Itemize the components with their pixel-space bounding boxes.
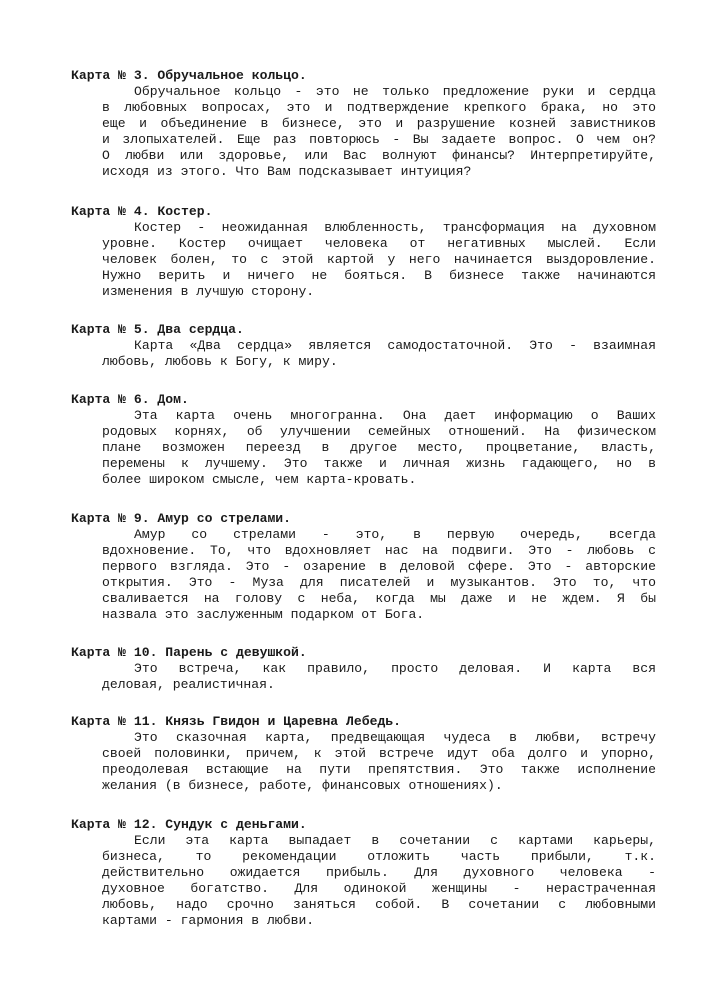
paragraph-line: О любви или здоровье, или Вас волнуют финансы? Интерпретируйте, bbox=[102, 148, 656, 163]
section-heading: Карта № 5. Два сердца. bbox=[71, 322, 244, 337]
paragraph-line: Нужно верить и ничего не бояться. В бизнесе также начинаются bbox=[102, 268, 656, 283]
paragraph-line: картами - гармония в любви. bbox=[102, 913, 315, 928]
paragraph-line: преодолевая встающие на пути препятствия. Это также исполнение bbox=[102, 762, 656, 777]
paragraph-line: Это встреча, как правило, просто деловая. И карта вся bbox=[134, 661, 656, 676]
paragraph-line: уровне. Костер очищает человека от негативных мыслей. Если bbox=[102, 236, 656, 251]
paragraph-line: своей половинки, причем, к этой встрече идут оба долго и упорно, bbox=[102, 746, 656, 761]
paragraph-line: деловая, реалистичная. bbox=[102, 677, 275, 692]
paragraph-line: Костер - неожиданная влюбленность, трансформация на духовном bbox=[134, 220, 656, 235]
paragraph-line: сваливается на голову с неба, когда мы даже и не ждем. Я бы bbox=[102, 591, 656, 606]
paragraph-line: более широком смысле, чем карта-кровать. bbox=[102, 472, 417, 487]
section-heading: Карта № 10. Парень с девушкой. bbox=[71, 645, 307, 660]
paragraph-line: человек болен, то с этой картой у него начинается выздоровление. bbox=[102, 252, 656, 267]
paragraph-line: вдохновение. То, что вдохновляет нас на подвиги. Это - любовь с bbox=[102, 543, 656, 558]
paragraph-line: Эта карта очень многогранна. Она дает информацию о Ваших bbox=[134, 408, 656, 423]
paragraph-line: Амур со стрелами - это, в первую очередь, всегда bbox=[134, 527, 656, 542]
paragraph-line: еще и объединение в бизнесе, это и разрушение козней завистников bbox=[102, 116, 656, 131]
paragraph-line: перемены к лучшему. Это также и личная жизнь гадающего, но в bbox=[102, 456, 656, 471]
section-heading: Карта № 6. Дом. bbox=[71, 392, 189, 407]
paragraph-line: действительно ожидается прибыль. Для духовного человека - bbox=[102, 865, 656, 880]
section-heading: Карта № 3. Обручальное кольцо. bbox=[71, 68, 307, 83]
paragraph-line: бизнеса, то рекомендации отложить часть прибыли, т.к. bbox=[102, 849, 656, 864]
section-heading: Карта № 9. Амур со стрелами. bbox=[71, 511, 292, 526]
paragraph-line: родовых корнях, об улучшении семейных отношений. На физическом bbox=[102, 424, 656, 439]
paragraph-line: открытия. Это - Муза для писателей и музыкантов. Это то, что bbox=[102, 575, 656, 590]
paragraph-line: Это сказочная карта, предвещающая чудеса в любви, встречу bbox=[134, 730, 656, 745]
paragraph-line: исходя из этого. Что Вам подсказывает интуиция? bbox=[102, 164, 472, 179]
paragraph-line: первого взгляда. Это - озарение в деловой сфере. Это - авторские bbox=[102, 559, 656, 574]
paragraph-line: плане возможен переезд в другое место, процветание, власть, bbox=[102, 440, 656, 455]
paragraph-line: желания (в бизнесе, работе, финансовых отношениях). bbox=[102, 778, 503, 793]
section-heading: Карта № 4. Костер. bbox=[71, 204, 213, 219]
section-heading: Карта № 12. Сундук с деньгами. bbox=[71, 817, 307, 832]
paragraph-line: изменения в лучшую сторону. bbox=[102, 284, 315, 299]
paragraph-line: Карта «Два сердца» является самодостаточной. Это - взаимная bbox=[134, 338, 656, 353]
paragraph-line: назвала это заслуженным подарком от Бога. bbox=[102, 607, 425, 622]
paragraph-line: Если эта карта выпадает в сочетании с картами карьеры, bbox=[134, 833, 656, 848]
paragraph-line: любовь, любовь к Богу, к миру. bbox=[102, 354, 338, 369]
section-heading: Карта № 11. Князь Гвидон и Царевна Лебедь. bbox=[71, 714, 402, 729]
paragraph-line: любовь, надо срочно заняться собой. В сочетании с любовными bbox=[102, 897, 656, 912]
paragraph-line: Обручальное кольцо - это не только предложение руки и сердца bbox=[134, 84, 656, 99]
paragraph-line: духовное богатство. Для одинокой женщины - нерастраченная bbox=[102, 881, 656, 896]
paragraph-line: и злопыхателей. Еще раз повторюсь - Вы задаете вопрос. О чем он? bbox=[102, 132, 656, 147]
paragraph-line: в любовных вопросах, это и подтверждение крепкого брака, но это bbox=[102, 100, 656, 115]
